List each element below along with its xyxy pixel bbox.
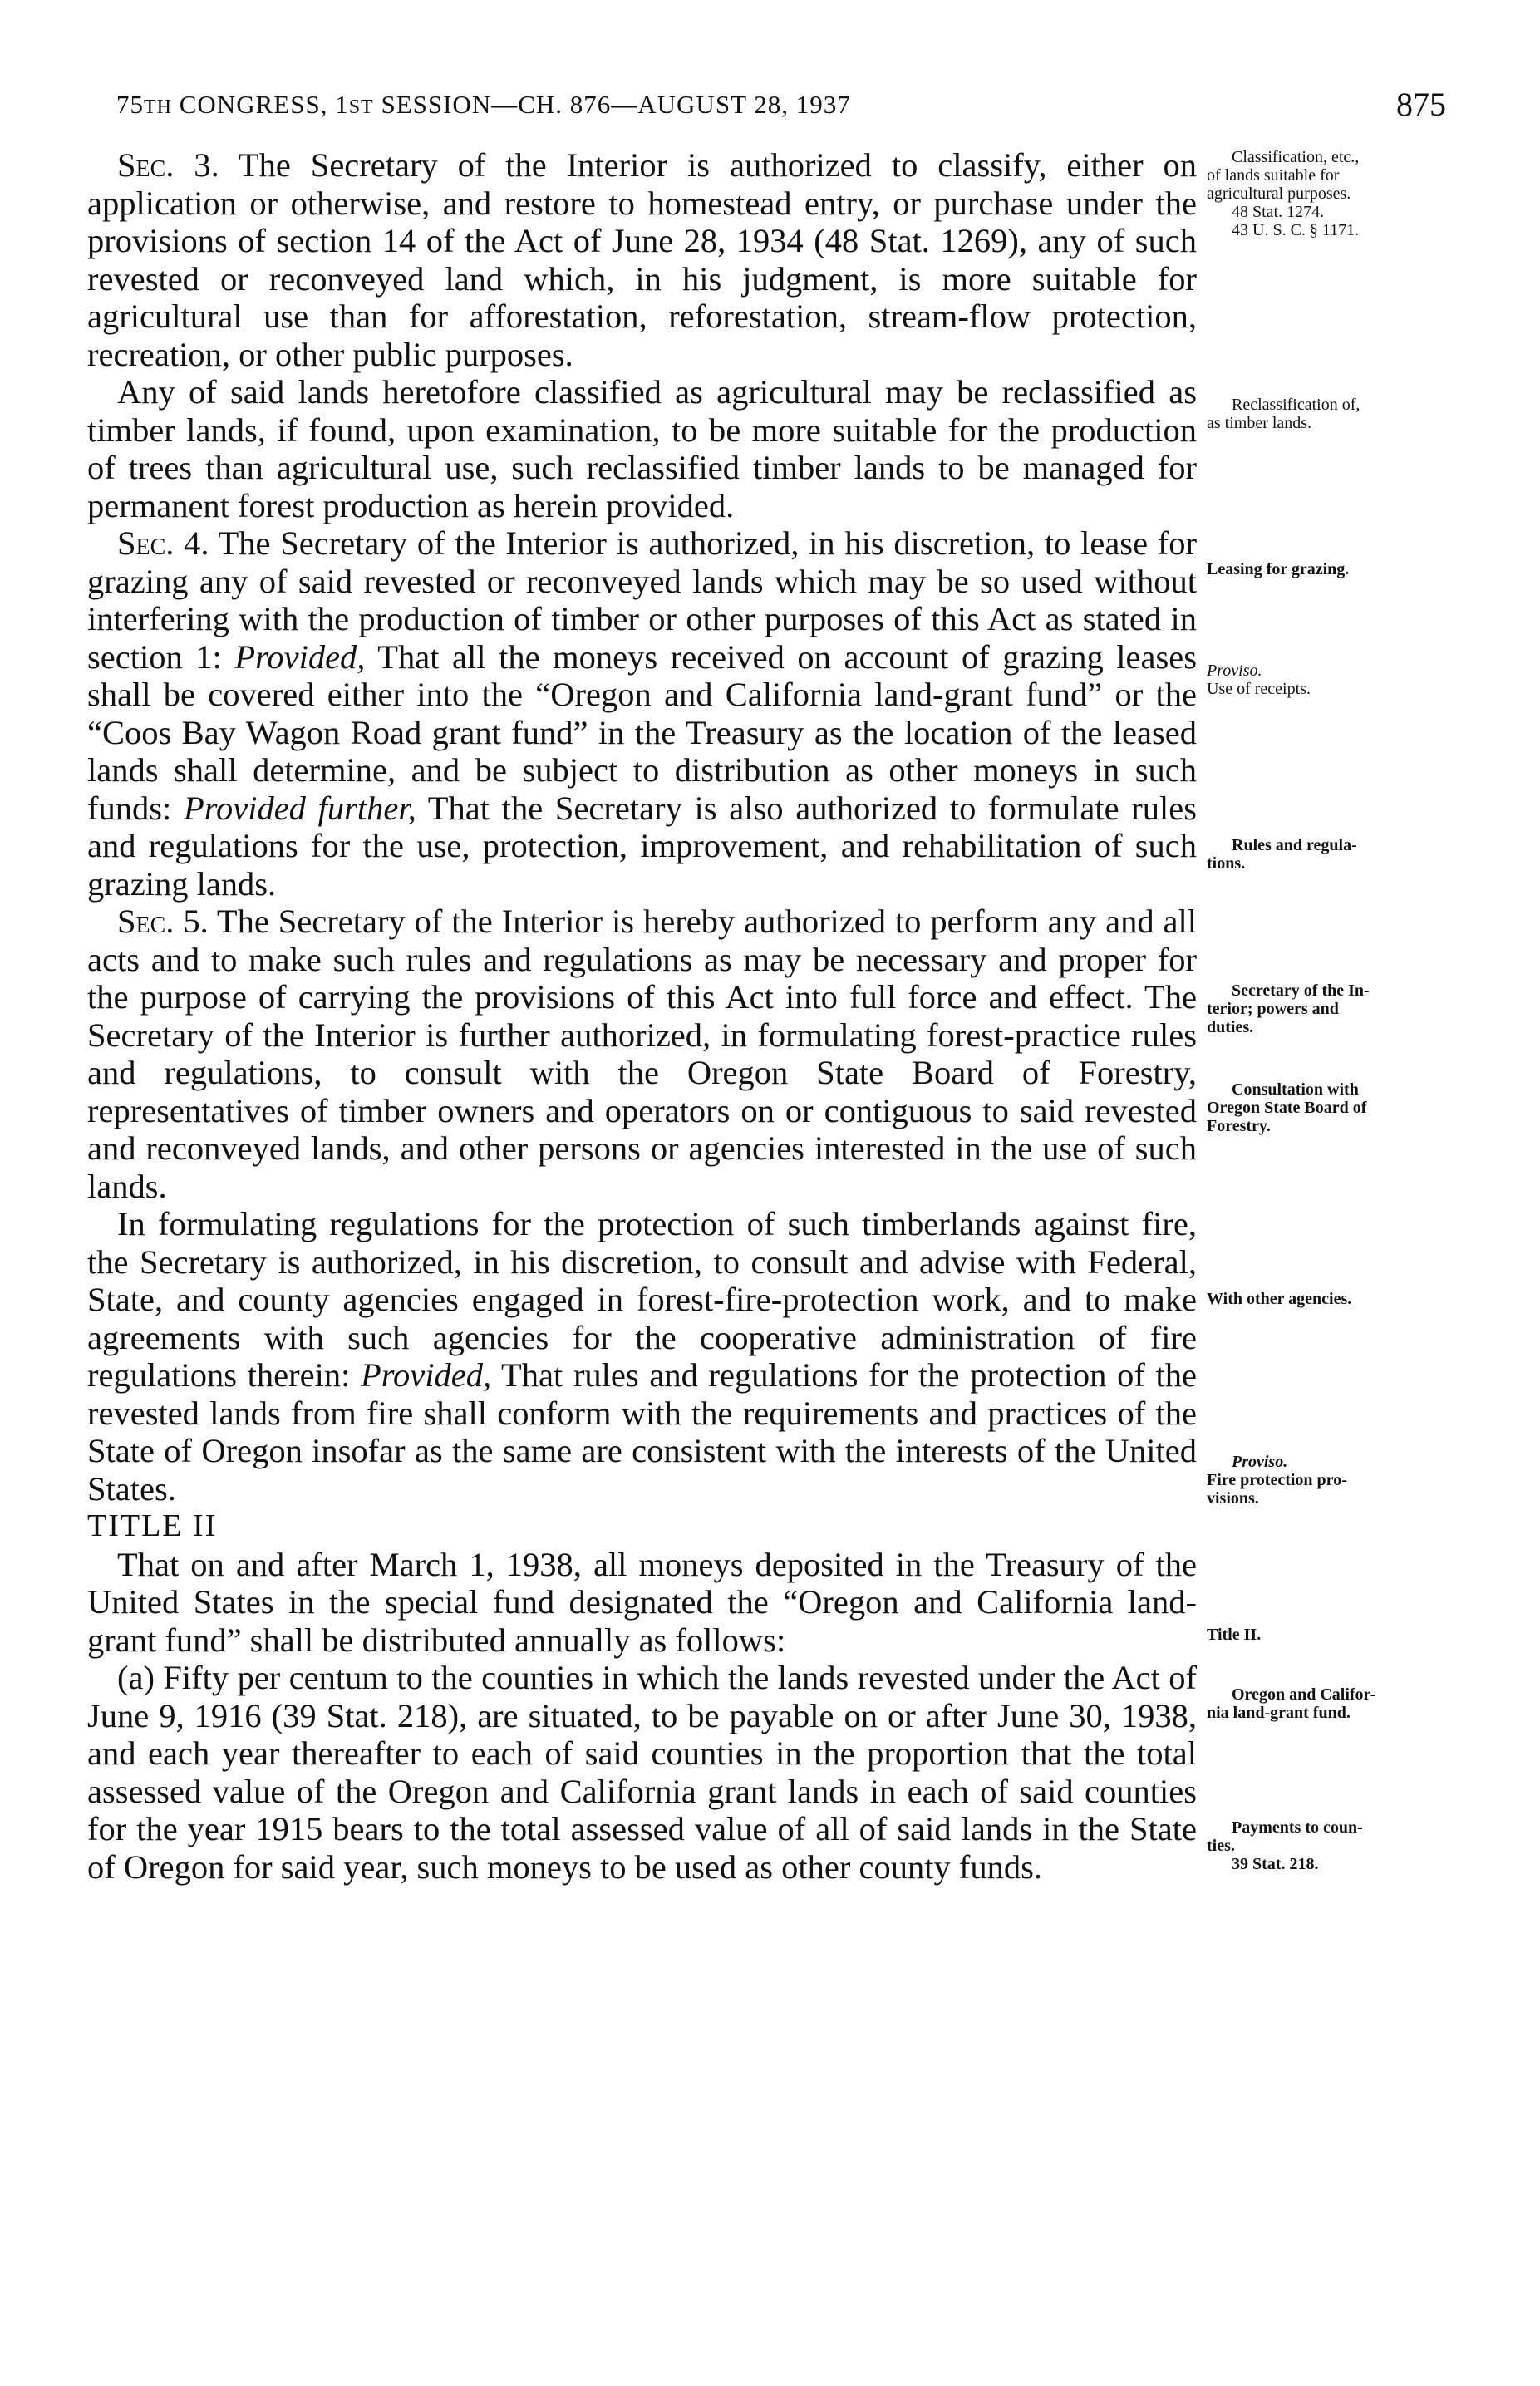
note-leasing: Leasing for grazing. — [1207, 560, 1350, 578]
note-proviso-receipts: Proviso. Use of receipts. — [1207, 662, 1311, 698]
sec-4-paragraph: Sec. 4. The Secretary of the Interior is authorized, in his discretion, to lease for grazing any of said revested or reconveyed lands which may be so used without interfering with the production of timber or other purposes of this Act as stated in section 1: Provided, That all the moneys received on account of grazing leases shall be covered either into the “Oregon and California land-grant fund” or the “Coos Bay Wagon Road grant fund” in the Treasury as the location of the leased lands shall determine, and be subject to distribution as other moneys in such funds: Provided further, That the Secretary is also authorized to formulate rules and regulations for the use, protection, improvement, and rehabilitation of such grazing lands. — [87, 524, 1198, 903]
sec-3-reclassification-paragraph: Any of said lands heretofore classified as agricultural may be reclassified as timber lands, if found, upon examination, to be more suitable for the production of trees than agricultural use, such reclassified timber lands to be managed for permanent forest production as herein provided. — [87, 373, 1197, 524]
note-payments: Payments to coun- ties. 39 Stat. 218. — [1207, 1818, 1363, 1873]
note-rules: Rules and regula- tions. — [1207, 836, 1357, 873]
sec-5-paragraph: Sec. 5. The Secretary of the Interior is hereby authorized to perform any and all acts and to make such rules and regulations as may be necessary and proper for the purpose of carrying the provisions of this Act into full force and effect. The Secretary of the Interior is further authorized, in formulating forest-practice rules and regulations, to consult with the Oregon State Board of Forestry, representatives of timber owners and operators on or contiguous to said revested and reconveyed lands, and other persons or agencies interested in the use of such lands. — [87, 903, 1197, 1205]
title-ii-intro-paragraph: That on and after March 1, 1938, all moneys deposited in the Treasury of the United States in the special fund designated the “Oregon and California land-grant fund” shall be distributed annually as follows: — [87, 1545, 1197, 1659]
sec-4-label: Sec. 4. — [117, 524, 209, 562]
note-secretary-powers: Secretary of the In- terior; powers and duties. — [1207, 981, 1370, 1036]
note-reclassification: Reclassification of, as timber lands. — [1207, 396, 1360, 432]
title-ii-heading: TITLE II — [87, 1508, 218, 1543]
sec-3-label: Sec. 3. — [117, 146, 219, 184]
note-fire-protection: Proviso. Fire protection pro- visions. — [1207, 1453, 1347, 1508]
sec-5-label: Sec. 5. — [117, 903, 209, 940]
note-title-ii: Title II. — [1207, 1626, 1262, 1644]
main-text — [87, 146, 1197, 1886]
title-ii-item-a-paragraph: (a) Fifty per centum to the counties in which the lands revested under the Act of June 9, 1916 (39 Stat. 218), are situated, to be payable on or after June 30, 1938, and each year thereafter to each of said counties in the proportion that the total assessed value of the Oregon and California grant lands in each of said counties for the year 1915 bears to the total assessed value of all of said lands in the State of Oregon for said year, such moneys to be used as other county funds. — [87, 1659, 1197, 1886]
running-header — [116, 86, 1446, 131]
sec-3-paragraph: Sec. 3. The Secretary of the Interior is authorized to classify, either on application or otherwise, and restore to homestead entry, or purchase under the provisions of section 14 of the Act of June 28, 1934 (48 Stat. 1269), any of such revested or reconveyed land which, in his judgment, is more suitable for agricultural use than for afforestation, reforestation, stream-flow protection, recreation, or other public purposes. — [87, 146, 1197, 373]
note-consultation: Consultation with Oregon State Board of Forestry. — [1207, 1080, 1367, 1135]
note-classification: Classification, etc., of lands suitable for agricultural purposes. 48 Stat. 1274. 43 U. S. C. § 1171. — [1207, 148, 1360, 239]
sec-5-fire-paragraph: In formulating regulations for the protection of such timberlands against fire, the Secretary is authorized, in his discretion, to consult and advise with Federal, State, and county agencies engaged in forest-fire-protection work, and to make agreements with such agencies for the cooperative administration of fire regulations therein: Provided, That rules and regulations for the protection of the revested lands from fire shall conform with the requirements and practices of the State of Oregon insofar as the same are consistent with the interests of the United States. — [87, 1205, 1197, 1508]
note-other-agencies: With other agencies. — [1207, 1290, 1352, 1308]
page-number: 875 — [1396, 86, 1446, 123]
header-title: 75TH CONGRESS, 1ST SESSION—CH. 876—AUGUST 28, 1937 — [116, 90, 851, 119]
note-land-grant-fund: Oregon and Califor- nia land-grant fund. — [1207, 1685, 1376, 1722]
